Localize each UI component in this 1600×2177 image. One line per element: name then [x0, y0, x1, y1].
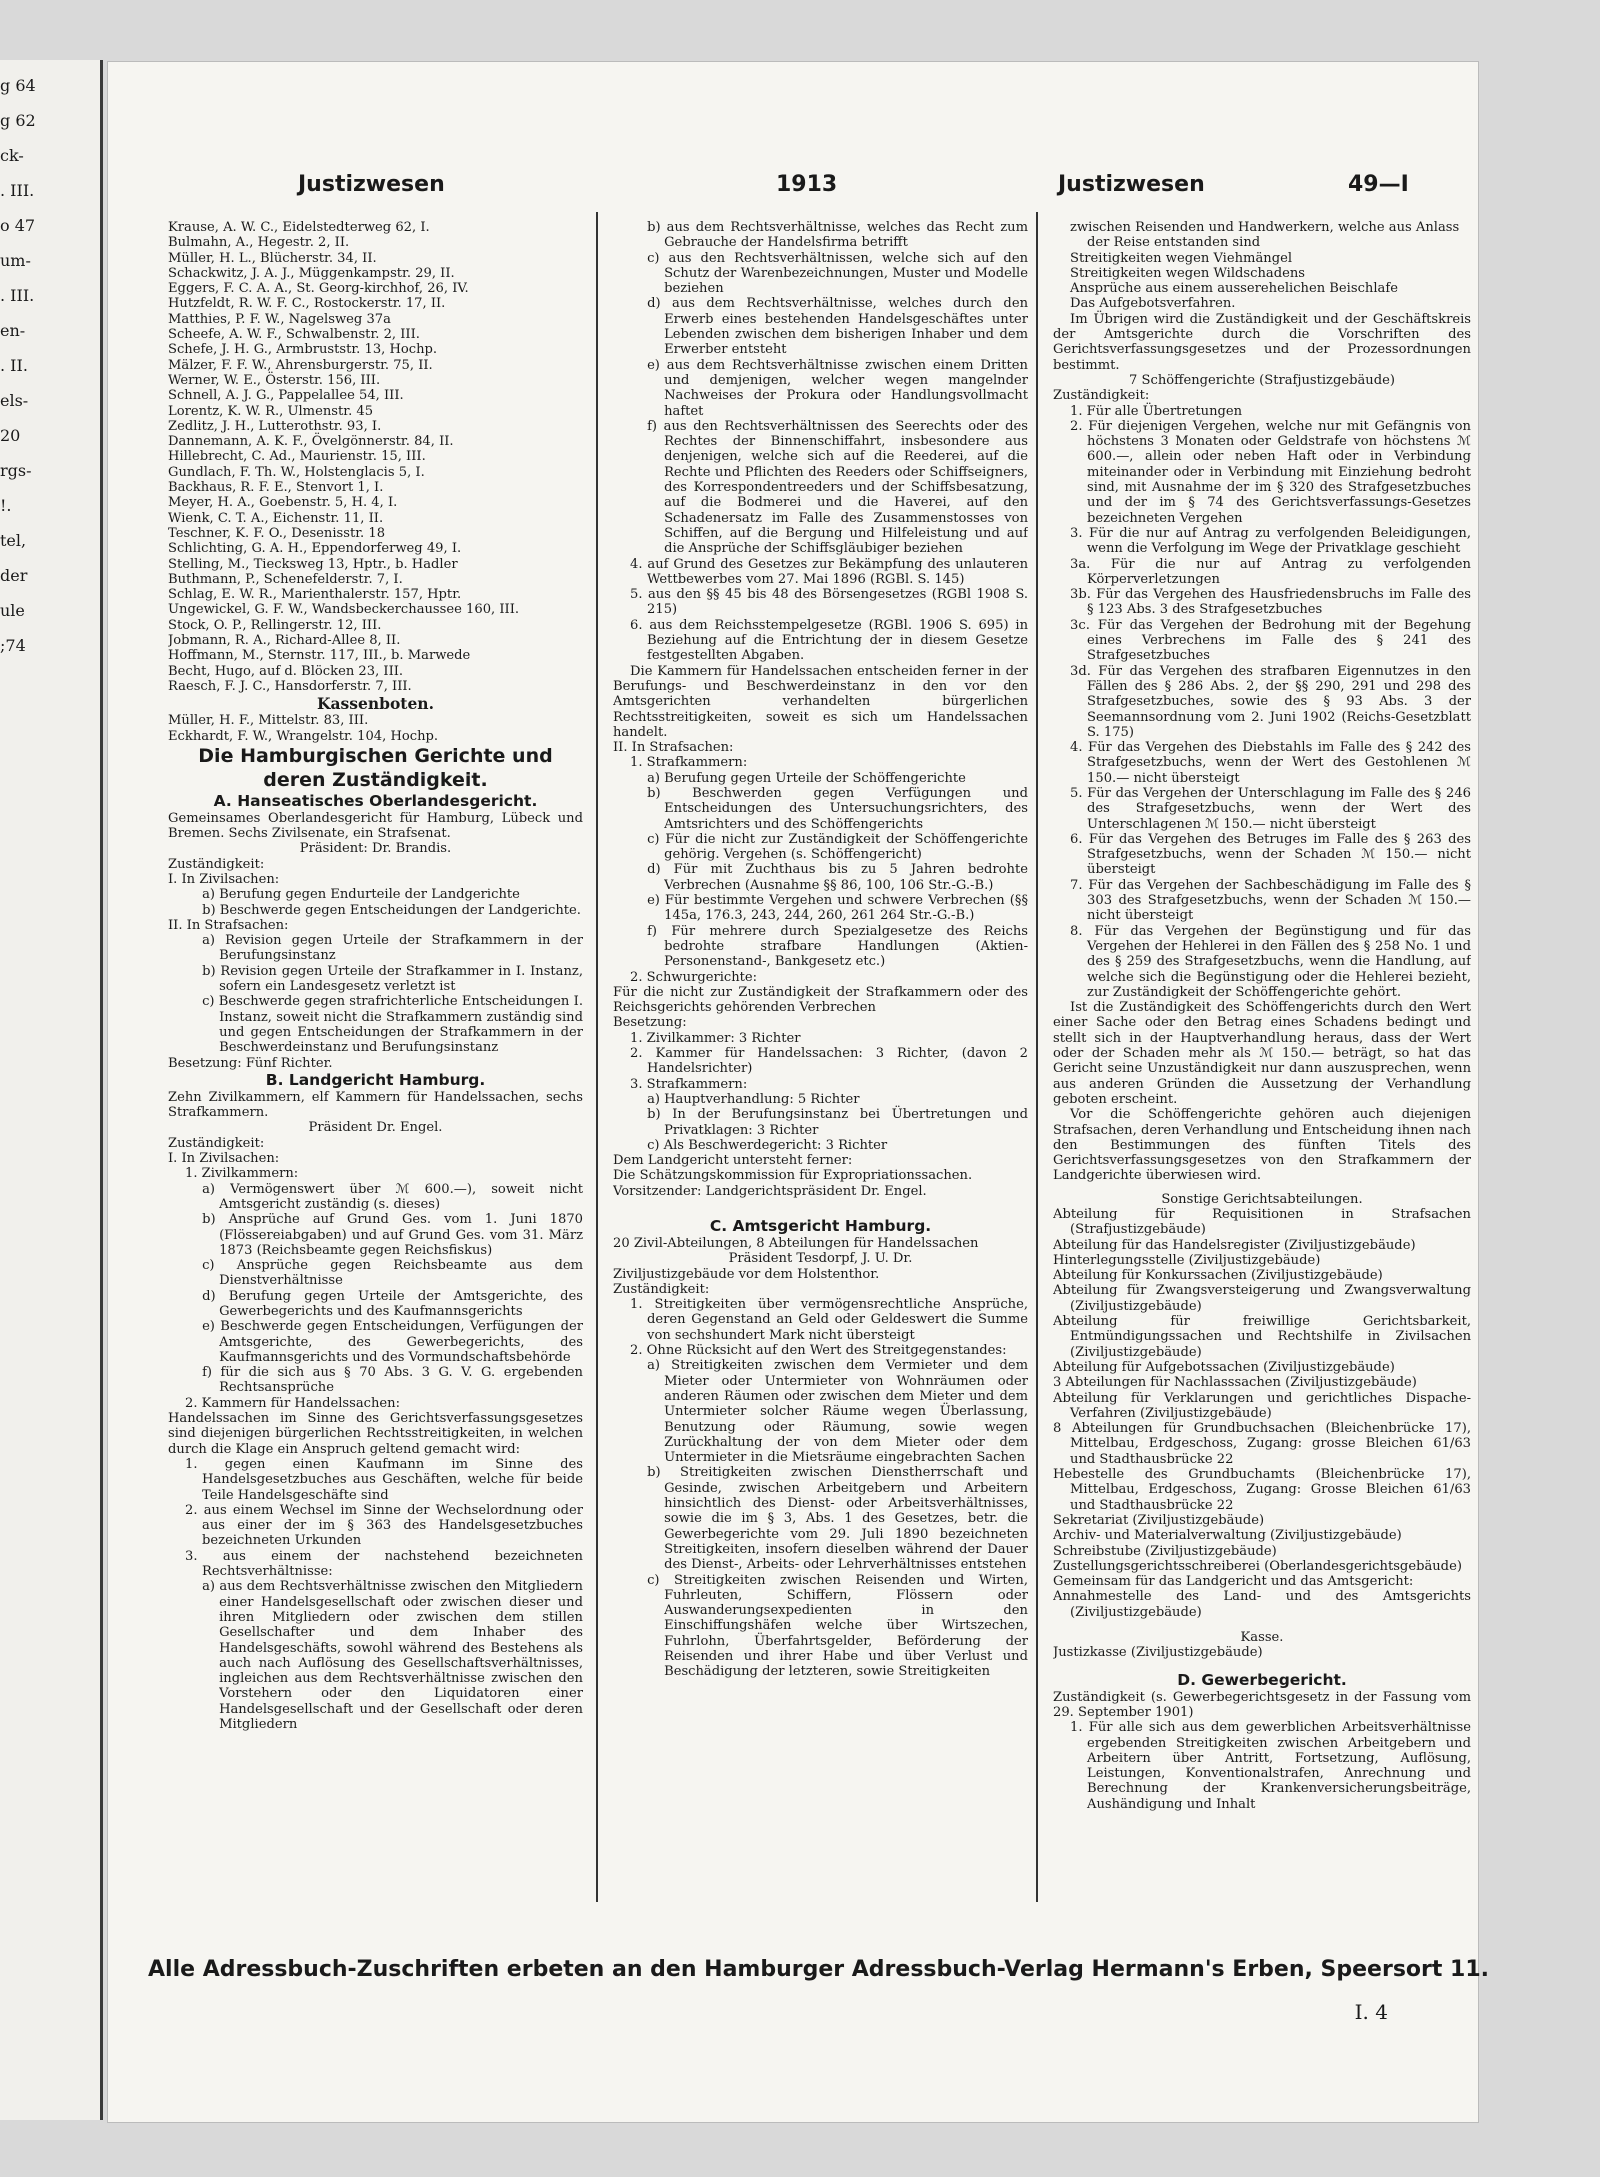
name-entry: Ungewickel, G. F. W., Wandsbeckerchaussee 160, III. [168, 602, 520, 618]
text-line: c) Als Beschwerdegericht: 3 Richter [647, 1137, 888, 1153]
text-line: Das Aufgebotsverfahren. [1070, 296, 1236, 312]
abteilung-entry: Abteilung für Konkurssachen (Ziviljustizgebäude) [1053, 1268, 1383, 1284]
landgericht-title: B. Landgericht Hamburg. [265, 1070, 486, 1089]
sonstige-list [1053, 1207, 1471, 1620]
prev-page-fragment: g 64 [0, 76, 36, 95]
text-line: II. In Strafsachen: [613, 740, 734, 756]
column-rule [596, 212, 598, 1902]
column-2 [613, 220, 1028, 1912]
name-entry: Hutzfeldt, R. W. F. C., Rostockerstr. 17, II. [168, 296, 446, 312]
text-line: a) Hauptverhandlung: 5 Richter [647, 1091, 860, 1107]
prev-page-fragment: ck- [0, 146, 24, 165]
text-line: Präsident Tesdorpf, J. U. Dr. [728, 1251, 913, 1267]
text-line: Die Schätzungskommission für Expropriationssachen. [613, 1168, 973, 1184]
prev-page-fragment: 20 [0, 426, 21, 445]
abteilung-entry: Archiv- und Materialverwaltung (Ziviljustizgebäude) [1053, 1528, 1402, 1544]
prev-page-fragment: en- [0, 321, 26, 340]
name-entry: Stock, O. P., Rellingerstr. 12, III. [168, 617, 382, 633]
text-line: II. In Strafsachen: [168, 917, 289, 933]
text-line: Besetzung: Fünf Richter. [168, 1055, 333, 1071]
text-line: 5. aus den §§ 45 bis 48 des Börsengesetzes (RGBl 1908 S. 215) [630, 587, 1028, 618]
text-line: 2. Kammern für Handelssachen: [185, 1395, 400, 1411]
text-line: Besetzung: [613, 1015, 687, 1031]
name-entry: Meyer, H. A., Goebenstr. 5, H. 4, I. [168, 495, 398, 511]
name-entry: Schlag, E. W. R., Marienthalerstr. 157, Hptr. [168, 587, 462, 603]
schoeffen-item: 3b. Für das Vergehen des Hausfriedensbruchs im Falle des § 123 Abs. 3 des Strafgesetzbuches [1070, 587, 1471, 618]
gewerbegericht-title: D. Gewerbegericht. [1177, 1670, 1347, 1689]
text-line: Handelssachen im Sinne des Gerichtsverfassungsgesetzes sind diejenigen bürgerlichen Rechtsstreitigkeiten, in welchen durch die Klage ein Anspruch geltend gemacht wird: [168, 1411, 583, 1457]
streitigkeiten-list [1053, 220, 1471, 312]
text-line: a) Revision gegen Urteile der Strafkammern in der Berufungsinstanz [202, 933, 583, 964]
text-line: c) Beschwerde gegen strafrichterliche Entscheidungen I. Instanz, soweit nicht die Strafkammern zuständig sind und gegen Entscheidungen der Strafkammern in der Beschwerdeinstanz und Berufungsinstanz [202, 994, 583, 1056]
name-entry: Buthmann, P., Schenefelderstr. 7, I. [168, 571, 403, 587]
abteilung-entry: Abteilung für Requisitionen in Strafsachen (Strafjustizgebäude) [1053, 1207, 1471, 1238]
running-head [108, 172, 1478, 206]
abteilung-entry: Abteilung für freiwillige Gerichtsbarkeit, Entmündigungssachen und Rechtshilfe in Zivilsachen (Ziviljustizgebäude) [1053, 1314, 1471, 1360]
text-line: c) Ansprüche gegen Reichsbeamte aus dem Dienstverhältnisse [202, 1258, 583, 1289]
zustaendigkeit-label: Zuständigkeit: [1053, 388, 1150, 404]
prev-page-fragment: der [0, 566, 28, 585]
abteilung-entry: Annahmestelle des Land- und des Amtsgerichts (Ziviljustizgebäude) [1053, 1589, 1471, 1620]
schoeffen-item: 7. Für das Vergehen der Sachbeschädigung im Falle des § 303 des Strafgesetzbuchs, wenn der Schaden ℳ 150.— nicht übersteigt [1070, 877, 1471, 924]
text-line: 2. Schwurgerichte: [630, 969, 758, 985]
text-line: c) Für die nicht zur Zuständigkeit der Schöffengerichte gehörig. Vergehen (s. Schöffengericht) [647, 831, 1028, 863]
text-line: b) Streitigkeiten zwischen Dienstherrschaft und Gesinde, zwischen Arbeitgebern und Arbeitern hinsichtlich des Dienst- oder Arbeitsverhältnisses, sowie die im § 3, Abs. 1 des Gesetzes, betr. die Gewerbegerichte vom 29. Juli 1890 bezeichneten Streitigkeiten, insofern dieselben während der Dauer des Dienst-, Arbeits- oder Lehrverhältnisses entstehen [647, 1465, 1028, 1573]
schoeffen-item: 3a. Für die nur auf Antrag zu verfolgenden Körperverletzungen [1070, 556, 1471, 587]
ist-paragraph: Ist die Zuständigkeit des Schöffengerichts durch den Wert einer Sache oder den Betrag eines Schadens bedingt und stellt sich in der Hauptverhandlung heraus, dass der Wert oder der Schaden mehr als ℳ 150.— beträgt, so hat das Gericht seine Unzuständigkeit nur dann auszusprechen, wenn aus anderen Gründen die Aussetzung der Verhandlung geboten erscheint. [1053, 1000, 1471, 1107]
schoeffen-item: 3. Für die nur auf Antrag zu verfolgenden Beleidigungen, wenn die Verfolgung im Wege der Privatklage geschieht [1070, 525, 1471, 557]
prev-page-fragment: um- [0, 251, 31, 270]
text-line: e) aus dem Rechtsverhältnisse zwischen einem Dritten und demjenigen, welcher wegen mangelnder Nachweises der Prokura oder Handlungsvollmacht haftet [647, 357, 1028, 419]
previous-page-edge [0, 60, 103, 2120]
prev-page-fragment: ule [0, 601, 25, 620]
text-line: f) aus den Rechtsverhältnissen des Seerechts oder des Rechtes der Binnenschiffahrt, insbesondere aus denjenigen, welche sich auf die Reederei, auf die Rechte und Pflichten des Reeders oder Schiffseigners, des Korrespondentreeders und der Schiffsbesatzung, auf die Bodmerei und die Haverei, auf den Schadenersatz im Falle des Zusammenstosses von Schiffen, auf die Bergung und Hilfeleistung und auf die Ansprüche der Schiffsgläubiger beziehen [647, 418, 1028, 557]
schoeffen-item: 2. Für diejenigen Vergehen, welche nur mit Gefängnis von höchstens 3 Monaten oder Geldstrafe von höchstens ℳ 600.—, allein oder neben Haft oder in Verbindung miteinander oder in Verbindung mit Einziehung bedroht sind, mit Ausnahme der im § 320 des Strafgesetzbuches und der im § 74 des Gerichtsverfassungs-Gesetzes bezeichneten Vergehen [1070, 418, 1471, 526]
name-entry: Dannemann, A. K. F., Övelgönnerstr. 84, II. [168, 434, 454, 450]
text-line: 3. aus einem der nachstehend bezeichneten Rechtsverhältnisse: [185, 1548, 583, 1580]
prev-page-fragment: tel, [0, 531, 27, 550]
text-line: Zuständigkeit (s. Gewerbegerichtsgesetz in der Fassung vom 29. September 1901) [1053, 1689, 1471, 1720]
section-title: Die Hamburgischen Gerichte und deren Zuständigkeit. [198, 744, 553, 791]
text-line: Zuständigkeit: [168, 1135, 265, 1151]
schoeffengerichte-heading: 7 Schöffengerichte (Strafjustizgebäude) [1129, 372, 1395, 388]
kassenbote-entry: Müller, H. F., Mittelstr. 83, III. [168, 713, 369, 729]
name-entry: Teschner, K. F. O., Desenisstr. 18 [168, 525, 386, 541]
sheet-signature: I. 4 [1354, 2000, 1388, 2024]
abteilung-entry: Gemeinsam für das Landgericht und das Amtsgericht: [1053, 1574, 1414, 1590]
text-line: Präsident Dr. Engel. [308, 1120, 443, 1136]
text-line: Zuständigkeit: [613, 1281, 710, 1297]
name-entry: Lorentz, K. W. R., Ulmenstr. 45 [168, 403, 374, 419]
schoeffengerichte-list [1053, 404, 1471, 1001]
schoeffen-item: 6. Für das Vergehen des Betruges im Falle des § 263 des Strafgesetzbuchs, wenn der Schaden ℳ 150.— nicht übersteigt [1070, 831, 1471, 878]
text-line: 20 Zivil-Abteilungen, 8 Abteilungen für Handelssachen [613, 1236, 979, 1251]
abteilung-entry: 3 Abteilungen für Nachlasssachen (Ziviljustizgebäude) [1053, 1375, 1417, 1391]
gewerbegericht-text [1053, 1690, 1471, 1812]
header-right-title: Justizwesen [1058, 172, 1205, 197]
name-entry: Hillebrecht, C. Ad., Maurienstr. 15, III. [168, 449, 426, 465]
text-line: Für die nicht zur Zuständigkeit der Strafkammern oder des Reichsgerichts gehörenden Verbrechen [613, 984, 1028, 1016]
text-line: c) Streitigkeiten zwischen Reisenden und Wirten, Fuhrleuten, Schiffern, Flössern oder Auswanderungsexpedienten in den Einschiffungshäfen welche über Wirtszechen, Fuhrlohn, Überfahrtsgelder, Beförderung der Reisenden und ihrer Habe und über Verlust und Beschädigung der letzteren, sowie Streitigkeiten [647, 1572, 1028, 1680]
text-line: Streitigkeiten wegen Wildschadens [1070, 265, 1306, 281]
text-line: f) für die sich aus § 70 Abs. 3 G. V. G. ergebenden Rechtsansprüche [202, 1365, 583, 1396]
text-line: 1. Strafkammern: [630, 755, 748, 771]
name-entry: Werner, W. E., Österstr. 156, III. [168, 372, 381, 388]
name-entry: Wienk, C. T. A., Eichenstr. 11, II. [168, 510, 384, 526]
text-line: Ziviljustizgebäude vor dem Holstenthor. [613, 1266, 880, 1282]
text-line: 1. Zivilkammer: 3 Richter [630, 1030, 801, 1046]
schoeffen-item: 1. Für alle Übertretungen [1070, 403, 1243, 419]
abteilung-entry: Hinterlegungsstelle (Ziviljustizgebäude) [1053, 1252, 1321, 1268]
kassenboten-title: Kassenboten. [317, 694, 434, 714]
text-line: Dem Landgericht untersteht ferner: [613, 1153, 853, 1169]
header-year: 1913 [776, 172, 838, 197]
schoeffen-item: 4. Für das Vergehen des Diebstahls im Falle des § 242 des Strafgesetzbuchs, wenn der Wert des Gestohlenen ℳ 150.— nicht übersteigt [1070, 740, 1471, 786]
name-entry: Scheefe, A. W. F., Schwalbenstr. 2, III. [168, 327, 420, 343]
text-line: a) aus dem Rechtsverhältnisse zwischen den Mitgliedern einer Handelsgesellschaft oder zwischen dieser und ihren Mitgliedern oder zwischen dem stillen Gesellschafter und dem Inhaber des Handelsgeschäfts, sowohl während des Bestehens als auch nach Auflösung des Gesellschaftsverhältnisses, ingleichen aus dem Rechtsverhältnisse zwischen den Vorstehern oder den Liquidatoren einer Handelsgesellschaft und der Gesellschaft oder deren Mitgliedern [202, 1579, 583, 1733]
name-entry: Krause, A. W. C., Eidelstedterweg 62, I. [168, 220, 430, 235]
text-line: 2. Kammer für Handelssachen: 3 Richter, (davon 2 Handelsrichter) [630, 1046, 1028, 1077]
text-line: Zehn Zivilkammern, elf Kammern für Handelssachen, sechs Strafkammern. [168, 1089, 583, 1121]
schoeffen-item: 3c. Für das Vergehen der Bedrohung mit der Begehung eines Verbrechens im Falle des § 241 des Strafgesetzbuches [1070, 617, 1471, 664]
prev-page-fragment: rgs- [0, 461, 32, 480]
name-entry: Eggers, F. C. A. A., St. Georg-kirchhof, 26, IV. [168, 281, 469, 297]
name-entry: Bulmahn, A., Hegestr. 2, II. [168, 235, 350, 251]
vor-paragraph: Vor die Schöffengerichte gehören auch diejenigen Strafsachen, deren Verhandlung und Entscheidung ihnen nach den Bestimmungen des fünften Titels des Gerichtsverfassungsgesetzes von den Strafkammern der Landgerichte überwiesen wird. [1053, 1107, 1471, 1184]
text-line: a) Berufung gegen Endurteile der Landgerichte [202, 887, 520, 903]
text-line: e) Für bestimmte Vergehen und schwere Verbrechen (§§ 145a, 176.3, 243, 244, 260, 261 264 Str.-G.-B.) [647, 893, 1028, 924]
abteilung-entry: Abteilung für das Handelsregister (Ziviljustizgebäude) [1053, 1237, 1416, 1253]
amtsgericht-title: C. Amtsgericht Hamburg. [709, 1217, 932, 1235]
text-line: Ansprüche aus einem ausserehelichen Beischlafe [1070, 281, 1398, 297]
kammern-paragraph: Die Kammern für Handelssachen entscheiden ferner in der Berufungs- und Beschwerdeinstanz in den vor den Amtsgerichten verhandelten bürgerlichen Rechtsstreitigkeiten, soweit es sich um Handelssachen handelt. [613, 663, 1028, 740]
text-line: 1. Streitigkeiten über vermögensrechtliche Ansprüche, deren Gegenstand an Geld oder Geldeswert die Summe von sechshundert Mark nicht übersteigt [630, 1297, 1028, 1343]
text-line: 1. Zivilkammern: [185, 1166, 299, 1182]
text-line: 2. aus einem Wechsel im Sinne der Wechselordnung oder aus einer der im § 363 des Handelsgesetzbuches bezeichneten Urkunden [185, 1502, 583, 1549]
text-line: b) Beschwerden gegen Verfügungen und Entscheidungen des Untersuchungsrichters, des Amtsrichters und des Schöffengerichts [647, 785, 1028, 832]
name-entry: Müller, H. L., Blücherstr. 34, II. [168, 250, 377, 266]
text-line: a) Streitigkeiten zwischen dem Vermieter und dem Mieter oder Untermieter von Wohnräumen oder anderen Räumen oder zwischen dem Mieter und dem Untermieter solcher Räume wegen Überlassung, Benutzung oder Räumung, sowie wegen Zurückhaltung der von dem Mieter oder dem Untermieter in die Mietsräume eingebrachten Sachen [647, 1358, 1028, 1466]
name-entry: Hoffmann, M., Sternstr. 117, III., b. Marwede [168, 648, 471, 664]
text-line: a) Berufung gegen Urteile der Schöffengerichte [647, 770, 966, 786]
prev-page-fragment: g 62 [0, 111, 36, 130]
text-line: b) In der Berufungsinstanz bei Übertretungen und Privatklagen: 3 Richter [647, 1107, 1028, 1138]
footer-notice: Alle Adressbuch-Zuschriften erbeten an den Hamburger Adressbuch-Verlag Hermann's Erben, Speersort 11. [148, 1957, 1490, 1982]
kassenboten-list [168, 713, 583, 744]
kasse-title: Kasse. [1240, 1630, 1284, 1646]
text-line: Zuständigkeit: [168, 856, 265, 872]
prev-page-fragment: . III. [0, 181, 35, 200]
text-line: Gemeinsames Oberlandesgericht für Hamburg, Lübeck und Bremen. Sechs Zivilsenate, ein Strafsenat. [168, 810, 583, 842]
text-line: d) Berufung gegen Urteile der Amtsgerichte, des Gewerbegerichts und des Kaufmannsgerichts [202, 1288, 583, 1319]
text-line: 4. auf Grund des Gesetzes zur Bekämpfung des unlauteren Wettbewerbes vom 27. Mai 1896 (RGBl. S. 145) [630, 556, 1028, 587]
text-line: I. In Zivilsachen: [168, 1151, 280, 1167]
prev-page-fragment: els- [0, 391, 29, 410]
name-entry: Raesch, F. J. C., Hansdorferstr. 7, III. [168, 678, 412, 694]
text-line: 2. Ohne Rücksicht auf den Wert des Streitgegenstandes: [630, 1343, 1007, 1359]
abteilung-entry: Zustellungsgerichtsschreiberei (Oberlandesgerichtsgebäude) [1053, 1558, 1462, 1574]
abteilung-entry: 8 Abteilungen für Grundbuchsachen (Bleichenbrücke 17), Mittelbau, Erdgeschoss, Zugang: grosse Bleichen 61/63 und Stadthausbrücke 22 [1053, 1421, 1471, 1467]
prev-page-fragment: . III. [0, 286, 35, 305]
schoeffen-item: 5. Für das Vergehen der Unterschlagung im Falle des § 246 des Strafgesetzbuchs, wenn der Wert des Unterschlagenen ℳ 150.— nicht übersteigt [1070, 785, 1471, 832]
text-line: d) aus dem Rechtsverhältnisse, welches durch den Erwerb eines bestehenden Handelsgeschäftes unter Lebenden zwischen dem bisherigen Inhaber und dem Erwerber entsteht [647, 296, 1028, 358]
abteilung-entry: Sekretariat (Ziviljustizgebäude) [1053, 1512, 1265, 1528]
text-line: 3. Strafkammern: [630, 1076, 748, 1092]
name-entry: Matthies, P. F. W., Nagelsweg 37a [168, 311, 391, 327]
prev-page-fragment: ;74 [0, 636, 26, 655]
column-rule [1036, 212, 1038, 1902]
column-1 [168, 220, 583, 1912]
name-entry: Jobmann, R. A., Richard-Allee 8, II. [168, 633, 401, 649]
header-left-title: Justizwesen [298, 172, 445, 197]
name-entry: Stelling, M., Tiecksweg 13, Hptr., b. Hadler [168, 556, 458, 572]
schoeffen-item: 8. Für das Vergehen der Begünstigung und für das Vergehen der Hehlerei in den Fällen des § 258 No. 1 und des § 259 des Strafgesetzbuchs, wenn die Handlung, auf welche sich die Begünstigung oder die Hehlerei bezieht, zur Zuständigkeit der Schöffengerichte gehört. [1070, 923, 1471, 1000]
text-line: zwischen Reisenden und Handwerkern, welche aus Anlass der Reise entstanden sind [1070, 220, 1460, 251]
page-number: 49—I [1348, 172, 1409, 197]
name-entry: Schackwitz, J. A. J., Müggenkampstr. 29, II. [168, 265, 455, 281]
text-line: b) Ansprüche auf Grund Ges. vom 1. Juni 1870 (Flössereiabgaben) und auf Grund Ges. vom 31. März 1873 (Reichsbeamte gegen Reichsfiskus) [202, 1212, 583, 1258]
oberlandesgericht-text [168, 811, 583, 1071]
text-line: Präsident: Dr. Brandis. [299, 841, 452, 857]
sonstige-title: Sonstige Gerichtsabteilungen. [1161, 1191, 1363, 1207]
schoeffen-item: 3d. Für das Vergehen des strafbaren Eigennutzes in den Fällen des § 286 Abs. 2, der §§ 290, 291 und 298 des Strafgesetzbuches, sowie des § 93 Abs. 3 der Seemannsordnung vom 2. Juni 1902 (Reichs-Gesetzblatt S. 175) [1070, 663, 1471, 740]
text-line: 1. Für alle sich aus dem gewerblichen Arbeitsverhältnisse ergebenden Streitigkeiten zwischen Arbeitgebern und Arbeitern über Antritt, Fortsetzung, Auflösung, Leistungen, Konventionalstrafen, Anrechnung und Berechnung der Krankenversicherungsbeiträge, Aushändigung und Inhalt [1070, 1720, 1471, 1812]
text-line: I. In Zivilsachen: [168, 871, 280, 887]
document-page [108, 62, 1490, 2122]
abteilung-entry: Schreibstube (Ziviljustizgebäude) [1053, 1543, 1277, 1559]
name-entry: Zedlitz, J. H., Lutterothstr. 93, I. [168, 418, 382, 434]
landgericht-text [168, 1090, 583, 1732]
prev-page-fragment: o 47 [0, 216, 36, 235]
prev-page-fragment: !. [0, 496, 12, 515]
abteilung-entry: Abteilung für Zwangsversteigerung und Zwangsverwaltung (Ziviljustizgebäude) [1053, 1283, 1471, 1314]
text-line: Streitigkeiten wegen Viehmängel [1070, 250, 1293, 266]
prev-page-fragment: . II. [0, 356, 28, 375]
handelssachen-list [613, 220, 1028, 664]
kasse-line: Justizkasse (Ziviljustizgebäude) [1053, 1645, 1263, 1661]
abteilung-entry: Abteilung für Aufgebotssachen (Ziviljustizgebäude) [1053, 1359, 1395, 1375]
name-entry: Mälzer, F. F. W., Ahrensburgerstr. 75, II. [168, 357, 433, 373]
amtsgericht-text [613, 1236, 1028, 1680]
strafsachen-list [613, 740, 1028, 1199]
oberlandesgericht-title: A. Hanseatisches Oberlandesgericht. [213, 791, 538, 810]
text-line: b) aus dem Rechtsverhältnisse, welches das Recht zum Gebrauche der Handelsfirma betrifft [647, 220, 1028, 251]
text-line: 6. aus dem Reichsstempelgesetze (RGBl. 1906 S. 695) in Beziehung auf die Entrichtung der in diesem Gesetze festgestellten Abgaben. [630, 617, 1028, 664]
abteilung-entry: Hebestelle des Grundbuchamts (Bleichenbrücke 17), Mittelbau, Erdgeschoss, Zugang: Grosse Bleichen 61/63 und Stadthausbrücke 22 [1053, 1467, 1471, 1513]
kassenbote-entry: Eckhardt, F. W., Wrangelstr. 104, Hochp. [168, 728, 439, 744]
text-line: Vorsitzender: Landgerichtspräsident Dr. Engel. [613, 1183, 927, 1199]
name-entry: Backhaus, R. F. E., Stenvort 1, I. [168, 480, 384, 496]
text-line: a) Vermögenswert über ℳ 600.—), soweit nicht Amtsgericht zuständig (s. dieses) [202, 1181, 583, 1212]
text-line: b) Beschwerde gegen Entscheidungen der Landgerichte. [202, 902, 581, 918]
name-entry: Schnell, A. J. G., Pappelallee 54, III. [168, 388, 404, 404]
name-entry: Schlichting, G. A. H., Eppendorferweg 49, I. [168, 541, 462, 557]
text-line: d) Für mit Zuchthaus bis zu 5 Jahren bedrohte Verbrechen (Ausnahme §§ 86, 100, 106 Str.-G.-B.) [647, 862, 1028, 893]
text-line: c) aus den Rechtsverhältnissen, welche sich auf den Schutz der Warenbezeichnungen, Muster und Modelle beziehen [647, 250, 1028, 297]
name-entry: Gundlach, F. Th. W., Holstenglacis 5, I. [168, 464, 425, 480]
name-entry: Schefe, J. H. G., Armbruststr. 13, Hochp. [168, 342, 438, 358]
name-entry: Becht, Hugo, auf d. Blöcken 23, III. [168, 663, 404, 679]
column-3 [1053, 220, 1471, 1912]
uebrigen-paragraph: Im Übrigen wird die Zuständigkeit und der Geschäftskreis der Amtsgerichte durch die Vorschriften des Gerichtsverfassungsgesetzes und der Prozessordnungen bestimmt. [1053, 311, 1471, 373]
text-line: 1. gegen einen Kaufmann im Sinne des Handelsgesetzbuches aus Geschäften, welche für beide Teile Handelsgeschäfte sind [185, 1456, 583, 1503]
text-line: f) Für mehrere durch Spezialgesetze des Reichs bedrohte strafbare Handlungen (Aktien-Personenstand-, Bankgesetz etc.) [647, 923, 1028, 970]
text-line: b) Revision gegen Urteile der Strafkammer in I. Instanz, sofern ein Landesgesetz verletzt ist [202, 963, 583, 995]
abteilung-entry: Abteilung für Verklarungen und gerichtliches Dispache-Verfahren (Ziviljustizgebäude) [1053, 1390, 1471, 1421]
name-list [168, 220, 583, 694]
text-line: e) Beschwerde gegen Entscheidungen, Verfügungen der Amtsgerichte, des Gewerbegerichts, des Kaufmannsgerichts und des Vormundschaftsbehörde [202, 1319, 583, 1365]
